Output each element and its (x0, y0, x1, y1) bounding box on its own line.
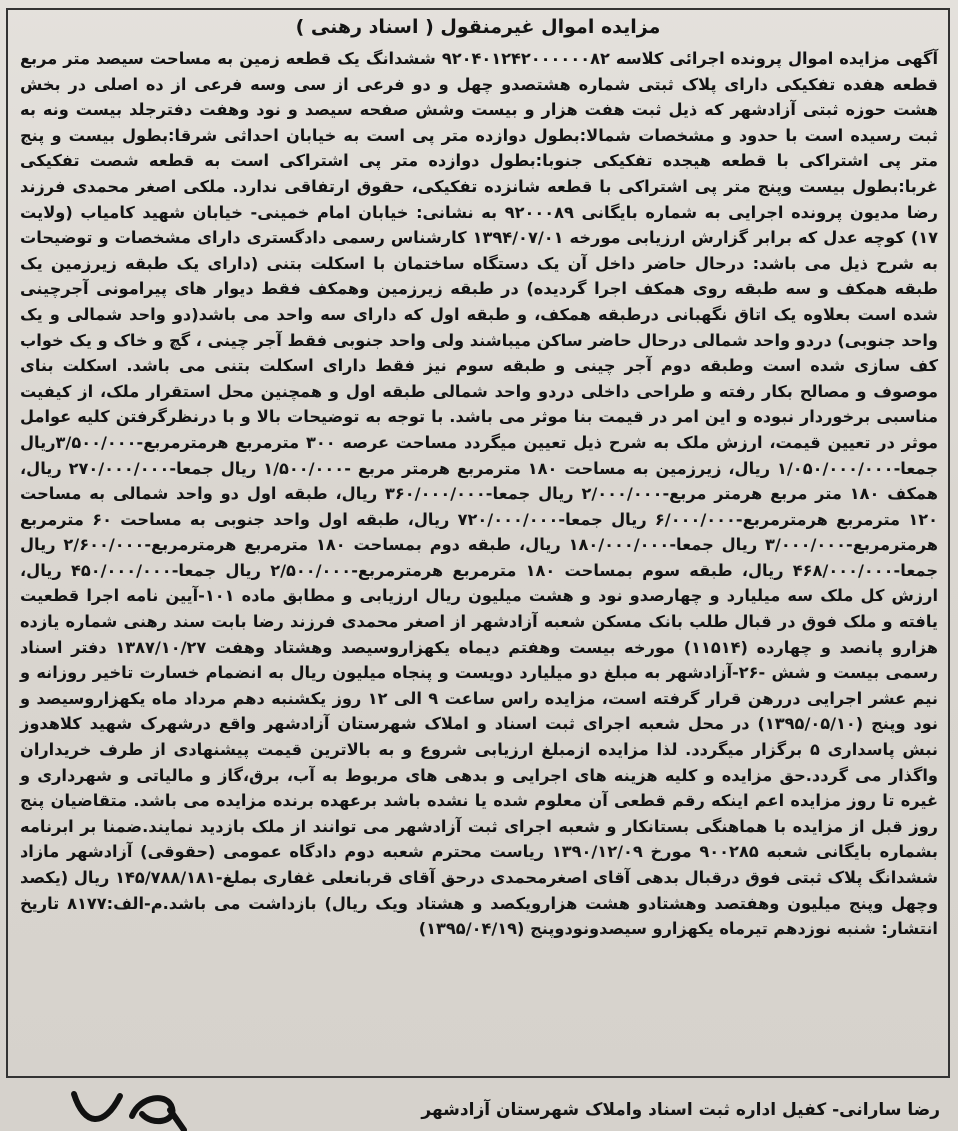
handwritten-code (70, 1086, 190, 1131)
notice-heading: مزایده اموال غیرمنقول ( اسناد رهنی ) (295, 16, 661, 38)
notice-box (6, 8, 950, 1078)
notice-signature: رضا سارانی- کفیل اداره ثبت اسناد واملاک شهرستان آزادشهر (421, 1100, 940, 1120)
notice-body: آگهی مزایده اموال پرونده اجرائی کلاسه ۹۲۰۴۰۱۲۴۲۰۰۰۰۰۰۸۲ ششدانگ یک قطعه زمین به مساحت سیصد متر مربع قطعه هفده تفکیکی دارای پلاک ثبتی شماره هشتصدو چهل و دو فرعی از سی وسه فرعی از ده اصلی در بخش هشت حوزه ثبتی آزادشهر که ذیل ثبت هفت هزار و بیست وشش صفحه سیصد و نود وهفت دفترجلد بیست ونه به ثبت رسیده است با حدود و مشخصات شمالا:بطول دوازده متر پی است به خیابان احداثی شرقا:بطول بیست و پنج متر پی اشتراکی با قطعه هیجده تفکیکی جنوبا:بطول دوازده متر پی اشتراکی است به قطعه شصت تفکیکی غربا:بطول بیست وپنج متر پی اشتراکی با قطعه شانزده تفکیکی، حقوق ارتفاقی ندارد. ملکی اصغر محمدی فرزند رضا مدیون پرونده اجرایی به شماره بایگانی ۹۲۰۰۰۸۹ به نشانی: خیابان امام خمینی- خیابان شهید کامیاب (ولایت ۱۷) کوچه عدل که برابر گزارش ارزیابی مورخه ۱۳۹۴/۰۷/۰۱ کارشناس رسمی دادگستری دارای مشخصات و توضیحات به شرح ذیل می باشد: درحال حاضر داخل آن یک دستگاه ساختمان با اسکلت بتنی (دارای یک طبقه زیرزمین یک طبقه همکف و سه طبقه روی همکف اجرا گردیده) در طبقه زیرزمین وهمکف فقط دیوار های پیرامونی آجرچینی شده است بعلاوه یک اتاق نگهبانی درطبقه همکف، و طبقه اول که دارای سه واحد می باشد(دو واحد شمالی و یک واحد جنوبی) دردو واحد شمالی درحال حاضر ساکن میباشند ولی واحد جنوبی فقط آجر چینی ، گچ و خاک و یک خواب کف سازی شده است وطبقه دوم آجر چینی و طبقه سوم نیز فقط دارای اسکلت بتنی می باشد. اسکلت بنای موصوف و مصالح بکار رفته و طراحی داخلی دردو واحد شمالی طبقه اول و همچنین محل استقرار ملک، از کیفیت مناسبی برخوردار نبوده و این امر در قیمت بنا موثر می باشد. با توجه به توضیحات بالا و با درنظرگرفتن کلیه عوامل موثر در تعیین قیمت، ارزش ملک به شرح ذیل تعیین میگردد مساحت عرصه ۳۰۰ مترمربع هرمترمربع-۳/۵۰۰/۰۰۰ریال جمعا-۱/۰۵۰/۰۰۰/۰۰۰ ریال، زیرزمین به مساحت ۱۸۰ مترمربع هرمتر مربع -۱/۵۰۰/۰۰۰ ریال جمعا-۲۷۰/۰۰۰/۰۰۰ ریال، همکف ۱۸۰ متر مربع هرمتر مربع-۲/۰۰۰/۰۰۰ ریال جمعا-۳۶۰/۰۰۰/۰۰۰ ریال، طبقه اول دو واحد شمالی به مساحت ۱۲۰ مترمربع هرمترمربع-۶/۰۰۰/۰۰۰ ریال جمعا-۷۲۰/۰۰۰/۰۰۰ ریال، طبقه اول واحد جنوبی به مساحت ۶۰ مترمربع هرمترمربع-۳/۰۰۰/۰۰۰ ریال جمعا-۱۸۰/۰۰۰/۰۰۰ ریال، طبقه دوم بمساحت ۱۸۰ مترمربع هرمترمربع-۲/۶۰۰/۰۰۰ ریال جمعا-۴۶۸/۰۰۰/۰۰۰ ریال، طبقه سوم بمساحت ۱۸۰ مترمربع هرمترمربع-۲/۵۰۰/۰۰۰ ریال جمعا-۴۵۰/۰۰۰/۰۰۰ ریال، ارزش کل ملک سه میلیارد و چهارصدو نود و هشت میلیون ریال ارزیابی و مطابق ماده ۱۰۱-آیین نامه اجرا قطعیت یافته و ملک فوق در قبال طلب بانک مسکن شعبه آزادشهر از اصغر محمدی فرزند رضا بابت سند رهنی شماره یازده هزارو پانصد و چهارده (۱۱۵۱۴) مورخه بیست وهفتم دیماه یکهزاروسیصد وهشتاد وهفت ۱۳۸۷/۱۰/۲۷ دفتر اسناد رسمی بیست و شش -۲۶-آزادشهر به مبلغ دو میلیارد دویست و پنجاه میلیون ریال به انضمام خسارت تاخیر روزانه و نیم عشر اجرایی دررهن قرار گرفته است، مزایده راس ساعت ۹ الی ۱۲ روز یکشنبه دهم مرداد ماه یکهزاروسیصد و نود وپنج (۱۳۹۵/۰۵/۱۰) در محل شعبه اجرای ثبت اسناد و املاک شهرستان آزادشهر واقع درشهرک شهید کلاهدوز نبش پاسداری ۵ برگزار میگردد. لذا مزایده ازمبلغ ارزیابی شروع و به بالاترین قیمت پیشنهادی از طرف خریداران واگذار می گردد.حق مزایده و کلیه هزینه های اجرایی و بدهی های مربوط به آب، برق،گاز و مالیاتی و شهرداری و غیره تا روز مزایده اعم اینکه رقم قطعی آن معلوم شده یا نشده باشد برعهده برنده مزایده می باشد. متقاضیان پنج روز قبل از مزایده با هماهنگی بستانکار و شعبه اجرای ثبت آزادشهر می توانند از ملک بازدید نمایند.ضمنا بر ابرنامه بشماره بایگانی شعبه ۹۰۰۲۸۵ مورخ ۱۳۹۰/۱۲/۰۹ ریاست محترم شعبه دوم دادگاه عمومی (حقوقی) آزادشهر مازاد ششدانگ پلاک ثبتی فوق درقبال بدهی آقای اصغرمحمدی درحق آقای قربانعلی غفاری بملغ-۱۴۵/۷۸۸/۱۸۱ ریال (یکصد وچهل وپنج میلیون وهفتصد وهشتادو هشت هزارویکصد و هشتاد ویک ریال) بازداشت می باشد.م-الف:۸۱۷۷ تاریخ انتشار: شنبه نوزدهم تیرماه یکهزارو سیصدونودوپنج (۱۳۹۵/۰۴/۱۹) (20, 49, 939, 939)
